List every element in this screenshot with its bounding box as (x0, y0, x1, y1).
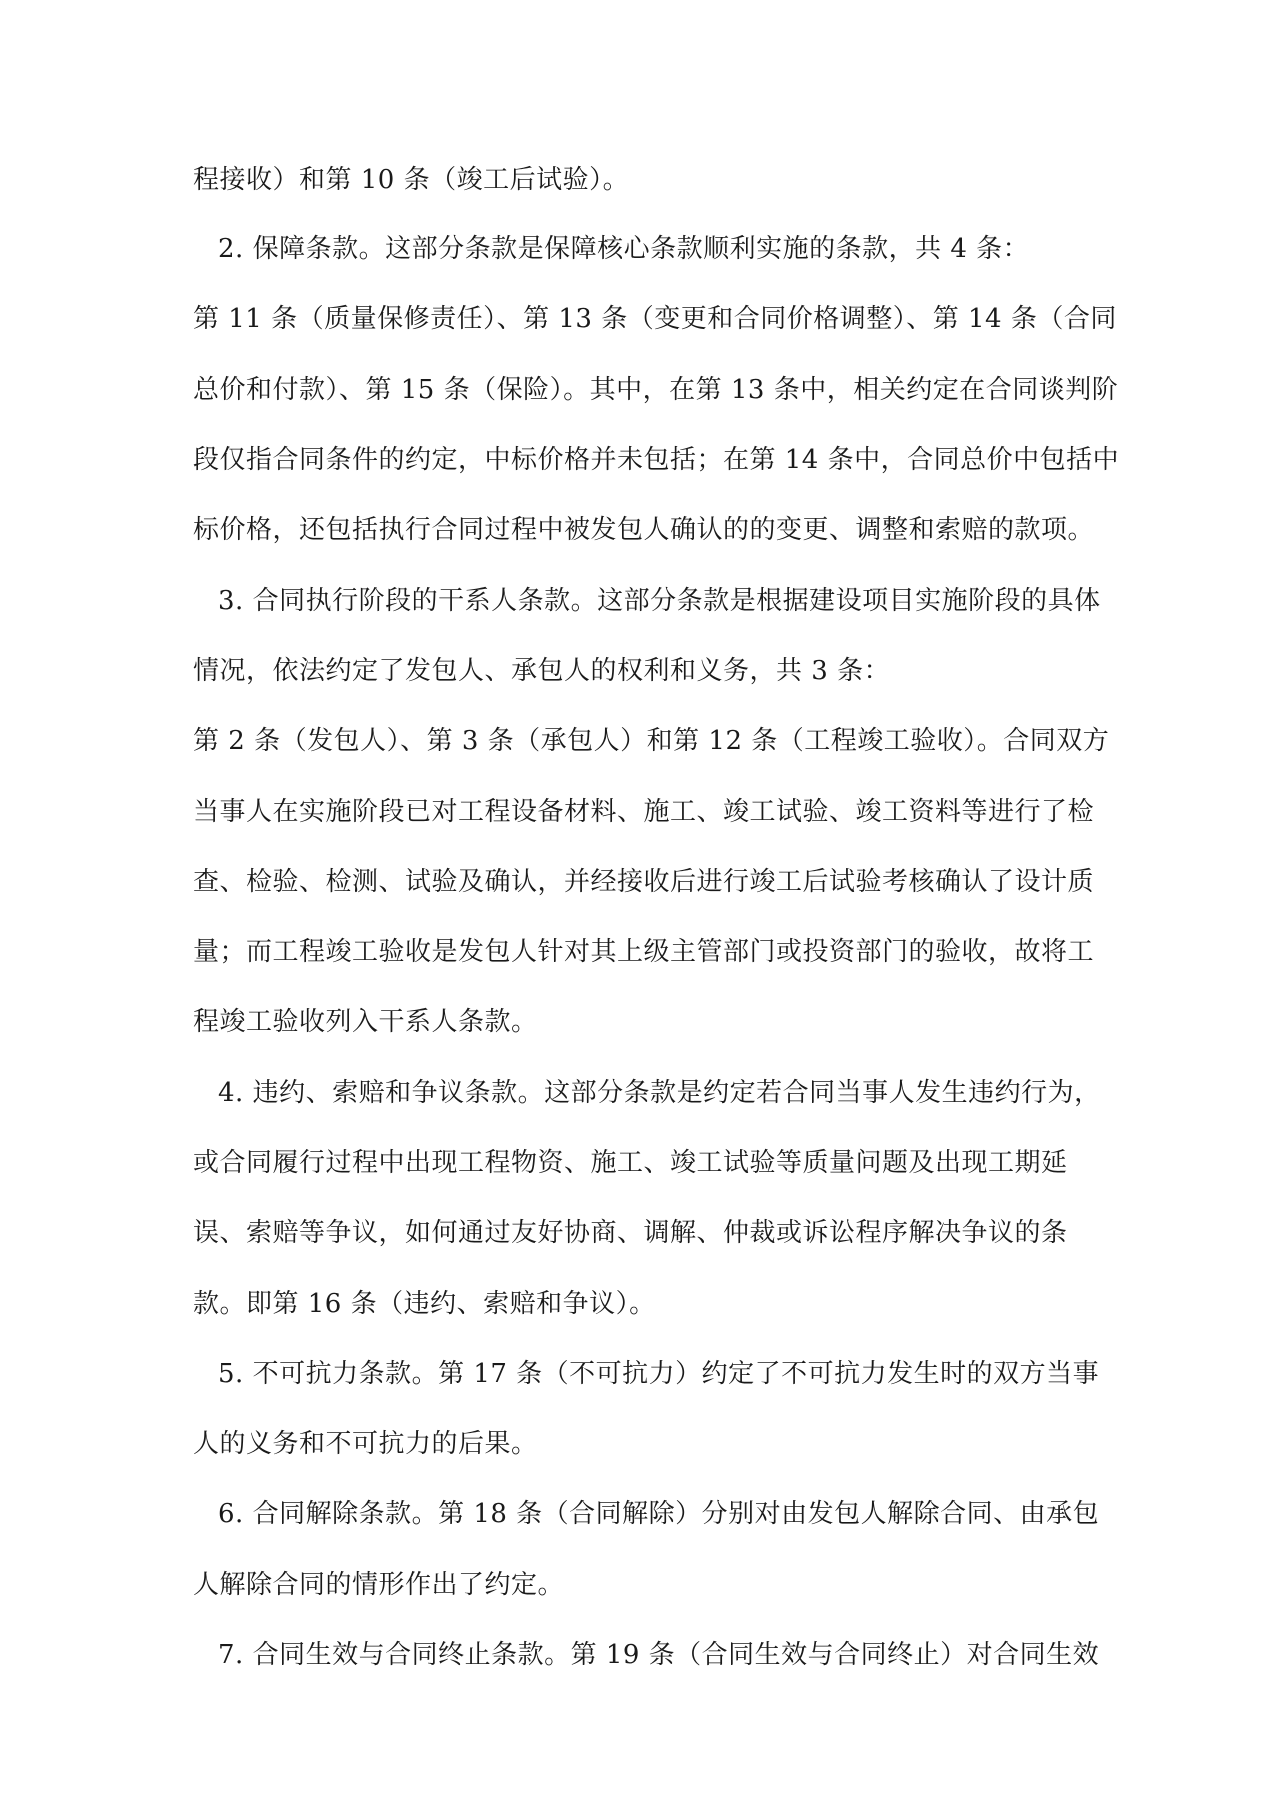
text-line: 程接收）和第 10 条（竣工后试验）。 (193, 165, 630, 195)
text-line: 程竣工验收列入干系人条款。 (193, 1007, 538, 1037)
text-line: 3. 合同执行阶段的干系人条款。这部分条款是根据建设项目实施阶段的具体 (218, 586, 1101, 616)
text-line: 当事人在实施阶段已对工程设备材料、施工、竣工试验、竣工资料等进行了检 (193, 797, 1095, 827)
text-line: 第 11 条（质量保修责任）、第 13 条（变更和合同价格调整）、第 14 条（合同 (193, 304, 1117, 334)
text-line: 6. 合同解除条款。第 18 条（合同解除）分别对由发包人解除合同、由承包 (218, 1499, 1100, 1529)
text-line: 段仅指合同条件的约定，中标价格并未包括；在第 14 条中，合同总价中包括中 (193, 445, 1120, 475)
text-line: 情况，依法约定了发包人、承包人的权利和义务，共 3 条： (193, 656, 891, 686)
text-line: 查、检验、检测、试验及确认，并经接收后进行竣工后试验考核确认了设计质 (193, 867, 1095, 897)
text-line: 第 2 条（发包人）、第 3 条（承包人）和第 12 条（工程竣工验收）。合同双方 (193, 726, 1110, 756)
text-line: 标价格，还包括执行合同过程中被发包人确认的的变更、调整和索赔的款项。 (193, 515, 1095, 545)
text-line: 量；而工程竣工验收是发包人针对其上级主管部门或投资部门的验收，故将工 (193, 937, 1095, 967)
text-line: 总价和付款）、第 15 条（保险）。其中，在第 13 条中，相关约定在合同谈判阶 (193, 375, 1119, 405)
text-line: 款。即第 16 条（违约、索赔和争议）。 (193, 1289, 656, 1319)
text-line: 5. 不可抗力条款。第 17 条（不可抗力）约定了不可抗力发生时的双方当事 (218, 1359, 1100, 1389)
text-line: 或合同履行过程中出现工程物资、施工、竣工试验等质量问题及出现工期延 (193, 1148, 1068, 1178)
text-line: 7. 合同生效与合同终止条款。第 19 条（合同生效与合同终止）对合同生效 (218, 1640, 1100, 1670)
text-line: 人解除合同的情形作出了约定。 (193, 1570, 565, 1600)
text-line: 4. 违约、索赔和争议条款。这部分条款是约定若合同当事人发生违约行为， (218, 1078, 1101, 1108)
text-line: 人的义务和不可抗力的后果。 (193, 1429, 538, 1459)
text-line: 2. 保障条款。这部分条款是保障核心条款顺利实施的条款，共 4 条： (218, 234, 1030, 264)
text-line: 误、索赔等争议，如何通过友好协商、调解、仲裁或诉讼程序解决争议的条 (193, 1218, 1068, 1248)
